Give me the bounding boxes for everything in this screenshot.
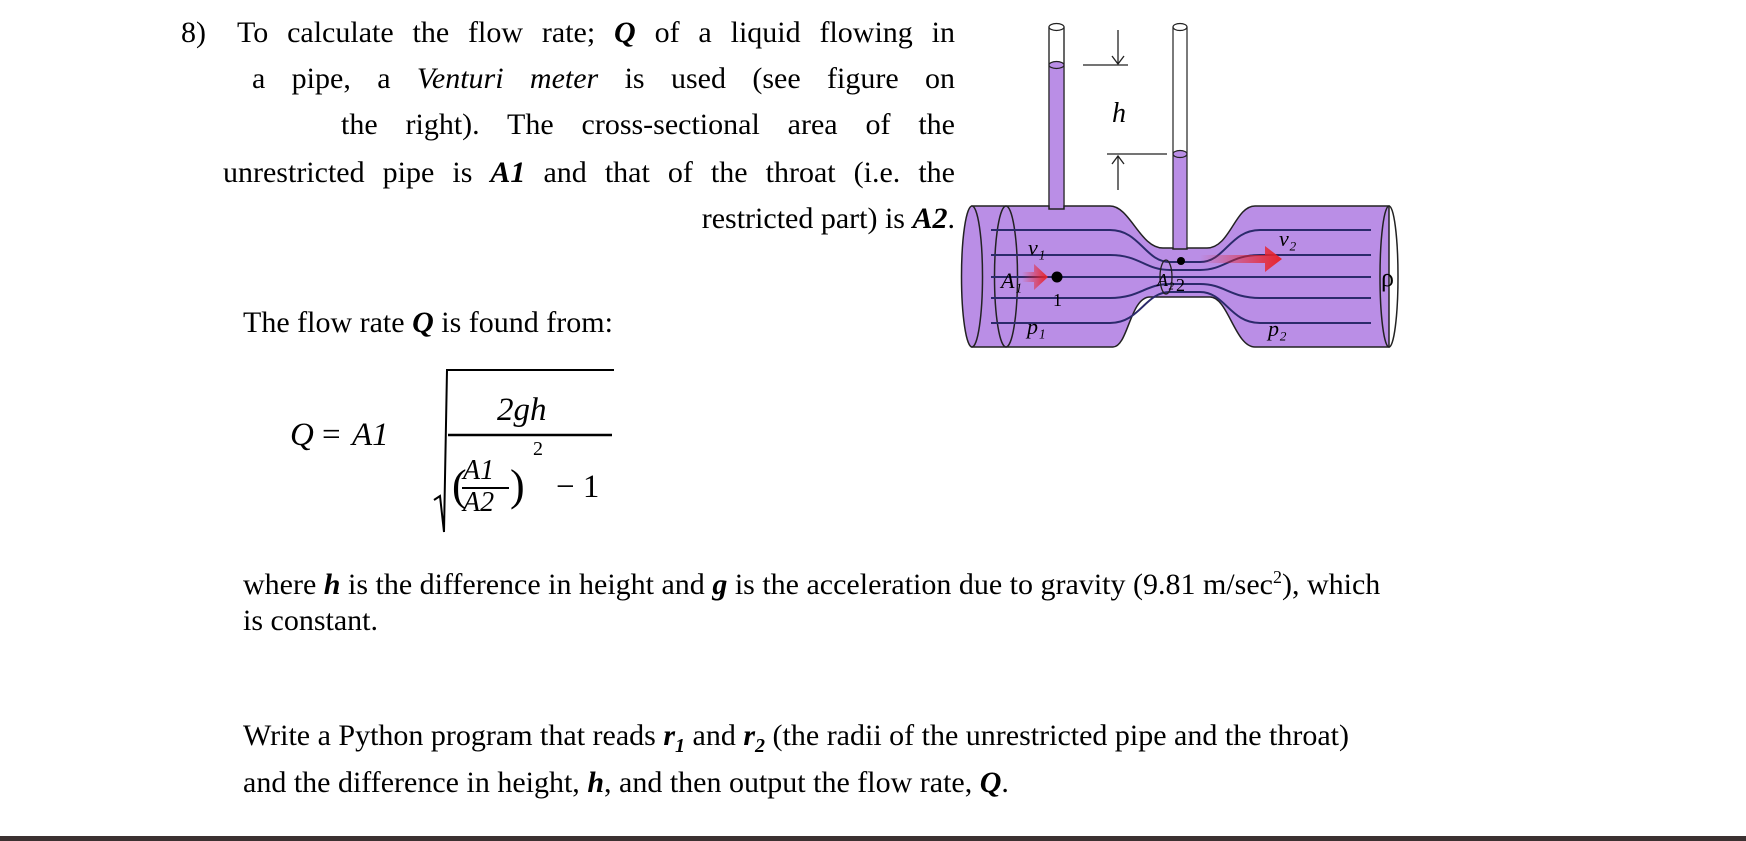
eq-equals: = [322, 417, 341, 453]
text: ), which [1281, 568, 1381, 601]
problem-line-3: the right). The cross-sectional area of the [341, 108, 955, 141]
venturi-meter-term: Venturi meter [416, 62, 599, 95]
eq-inner-numerator: A1 [463, 455, 495, 486]
text: , and then output the flow rate, [604, 766, 980, 799]
text: where [243, 568, 324, 601]
eq-power: 2 [533, 438, 543, 460]
point-2-dot [1177, 257, 1185, 265]
var-r2: r [743, 719, 756, 752]
venturi-meter-figure [947, 0, 1410, 360]
point-1-dot [1052, 272, 1063, 283]
eq-numerator: 2gh [497, 392, 547, 428]
text: a pipe, a [252, 62, 417, 95]
var-a2: A2 [912, 202, 948, 235]
problem-number: 8) [181, 16, 206, 49]
eq-lhs: Q [290, 417, 314, 453]
text: is used (see figure on [598, 62, 956, 95]
text: restricted part) is [701, 202, 913, 235]
text: Write a Python program that reads [243, 719, 664, 752]
label-a1: A₁ [1001, 268, 1023, 293]
label-h: h [1112, 98, 1126, 129]
label-point-1: 1 [1053, 290, 1062, 310]
var-h: h [323, 568, 341, 601]
left-tube-fluid [1049, 65, 1064, 210]
text: of a liquid flowing in [635, 16, 955, 49]
left-paren: ( [452, 461, 467, 510]
var-h: h [587, 766, 604, 799]
var-q: Q [979, 766, 1002, 799]
problem-line-5 [702, 202, 955, 236]
text: . [947, 202, 955, 235]
var-q: Q [412, 306, 434, 339]
right-paren: ) [510, 461, 525, 510]
label-rho: ρ [1381, 263, 1394, 292]
label-point-2: 2 [1176, 275, 1185, 295]
var-q: Q [614, 16, 636, 49]
where-line-2: is constant. [243, 604, 378, 637]
label-v2: v₂ [1279, 226, 1297, 251]
problem-line-2 [252, 62, 955, 96]
where-line [243, 560, 1380, 602]
label-p1: p₁ [1027, 314, 1046, 339]
text: is the acceleration due to gravity (9.81 m/sec [727, 568, 1273, 601]
var-r1: r [663, 719, 676, 752]
sqrt-and-fraction-lines [430, 360, 620, 540]
task-line-1 [243, 719, 1349, 763]
subscript: 2 [755, 735, 766, 757]
bottom-border [0, 836, 1746, 841]
var-a1: A1 [490, 156, 526, 189]
eq-a1: A1 [352, 417, 389, 453]
text: (the radii of the unrestricted pipe and the throat) [765, 719, 1349, 752]
label-p2: p₂ [1268, 316, 1287, 341]
text: is found from: [433, 306, 613, 339]
label-a2: A₂ [1157, 270, 1175, 290]
var-g: g [712, 568, 728, 601]
superscript: 2 [1272, 567, 1282, 587]
text: and the difference in height, [243, 766, 588, 799]
right-tube-fluid [1173, 154, 1187, 252]
text: unrestricted pipe is [223, 156, 491, 189]
task-line-2 [243, 766, 1009, 800]
subscript: 1 [675, 735, 686, 757]
text: The flow rate [243, 306, 413, 339]
problem-line-4 [223, 156, 955, 190]
text: To calculate the flow rate; [237, 16, 615, 49]
text: . [1001, 766, 1009, 799]
label-v1: v₁ [1028, 235, 1046, 260]
text: is the difference in height and [340, 568, 713, 601]
eq-inner-denominator: A2 [463, 487, 495, 518]
text: and that of the throat (i.e. the [525, 156, 955, 189]
text: and [685, 719, 744, 752]
problem-line-1 [237, 16, 955, 50]
eq-minus-one: − 1 [556, 469, 600, 505]
flow-intro [243, 306, 613, 340]
